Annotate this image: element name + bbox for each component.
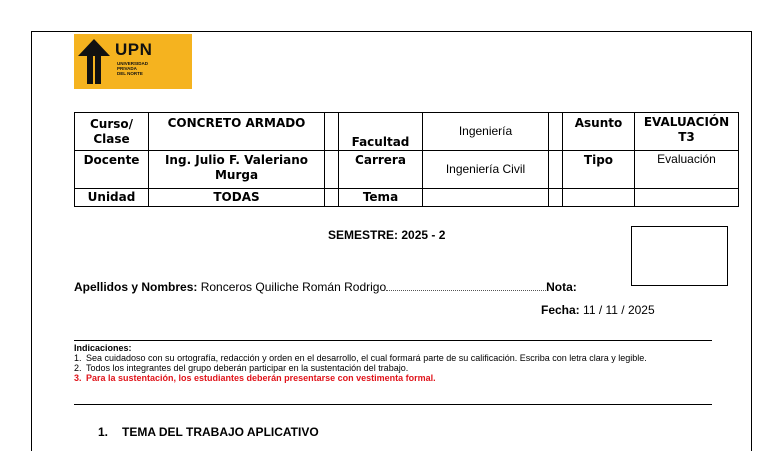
tema-label: Tema <box>339 189 423 207</box>
carrera-label: Carrera <box>339 151 423 189</box>
curso-label: Curso/ Clase <box>75 113 149 151</box>
indicaciones-title: Indicaciones: <box>74 343 132 353</box>
item-text: Sea cuidadoso con su ortografía, redacción y orden en el desarrollo, el cual formará parte de su calificación. Escriba con letra clara y legible. <box>86 353 647 363</box>
facultad-label: Facultad <box>339 113 423 151</box>
divider-top <box>74 340 712 341</box>
section-title: TEMA DEL TRABAJO APLICATIVO <box>122 425 319 439</box>
apellidos-label: Apellidos y Nombres: <box>74 280 198 294</box>
upn-logo <box>74 34 192 89</box>
item-number: 1. <box>74 353 82 363</box>
spacer-cell <box>549 189 563 207</box>
tipo-label: Tipo <box>563 151 635 189</box>
course-info-table <box>74 112 739 207</box>
facultad-value: Ingeniería <box>423 113 549 151</box>
asunto-label: Asunto <box>563 113 635 151</box>
dotted-line <box>386 280 546 291</box>
tipo-value: Evaluación <box>635 151 739 189</box>
logo-subtitle-1: UNIVERSIDAD <box>117 61 149 66</box>
item-number: 2. <box>74 363 82 373</box>
spacer-cell <box>325 113 339 151</box>
unidad-value: TODAS <box>149 189 325 207</box>
nota-box <box>631 226 728 286</box>
item-text: Para la sustentación, los estudiantes deberán presentarse con vestimenta formal. <box>86 373 436 383</box>
item-text: Todos los integrantes del grupo deberán participar en la sustentación del trabajo. <box>86 363 409 373</box>
section-number: 1. <box>98 425 109 439</box>
spacer-cell <box>549 113 563 151</box>
list-item <box>74 363 714 373</box>
tema-value <box>423 189 549 207</box>
semestre-heading: SEMESTRE: 2025 - 2 <box>328 228 446 242</box>
nota-label: Nota: <box>546 280 577 294</box>
fecha-value: 11 / 11 / 2025 <box>583 303 655 317</box>
carrera-value: Ingeniería Civil <box>423 151 549 189</box>
divider-bottom <box>74 404 712 405</box>
fecha-line <box>541 303 655 317</box>
apellidos-line <box>74 280 577 294</box>
curso-value: CONCRETO ARMADO <box>149 113 325 151</box>
item-number: 3. <box>74 373 82 383</box>
spacer-cell <box>549 151 563 189</box>
apellidos-value: Ronceros Quiliche Román Rodrigo <box>200 280 387 294</box>
unidad-label: Unidad <box>75 189 149 207</box>
asunto-value: EVALUACIÓN T3 <box>635 113 739 151</box>
indicaciones-block <box>74 343 714 383</box>
list-item-warning <box>74 373 714 383</box>
fecha-label: Fecha: <box>541 303 580 317</box>
docente-label: Docente <box>75 151 149 189</box>
logo-subtitle-2: PRIVADA <box>117 66 137 71</box>
logo-text: UPN <box>115 40 153 59</box>
empty-cell <box>563 189 635 207</box>
section-heading <box>98 425 319 439</box>
spacer-cell <box>325 151 339 189</box>
empty-cell <box>635 189 739 207</box>
list-item <box>74 353 714 363</box>
logo-subtitle-3: DEL NORTE <box>117 71 143 76</box>
upn-arrow-logo-icon <box>74 34 114 89</box>
spacer-cell <box>325 189 339 207</box>
docente-value: Ing. Julio F. Valeriano Murga <box>149 151 325 189</box>
